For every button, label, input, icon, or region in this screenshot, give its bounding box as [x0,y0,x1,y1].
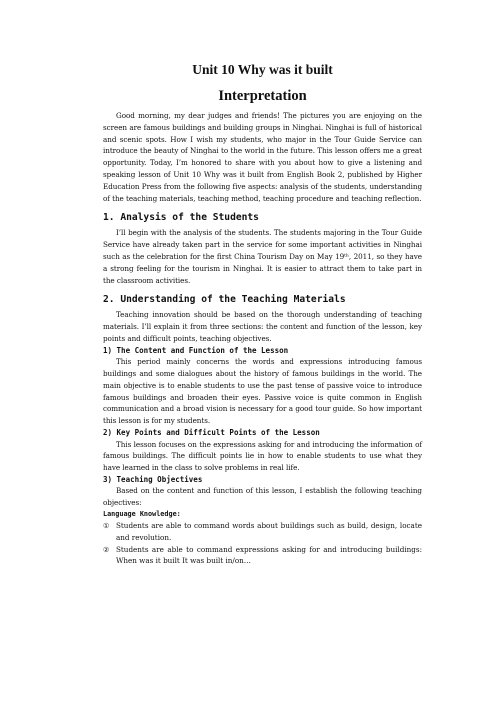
objectives-paragraph: Based on the content and function of this lesson, I establish the following teaching objectives: [103,486,422,508]
list-item [103,520,422,544]
intro-paragraph: Good morning, my dear judges and friends! The pictures you are enjoying on the screen are famous buildings and building groups in Ninghai. Ninghai is full of historical and scenic spots. How I wish my students, who major in the Tour Guide Service can introduce the beauty of Ninghai to the world in the future. This lesson offers me a great opportunity. Today, I’m honored to share with you about how to give a listening and speaking lesson of Unit 10 Why was it built from English Book 2, published by Higher Education Press from the following five aspects: analysis of the students, understanding of the teaching materials, teaching method, teaching procedure and teaching reflection. [103,111,422,203]
document-subtitle: Interpretation [218,88,307,104]
section-heading-students: 1. Analysis of the Students [103,212,259,224]
list-item [103,544,422,568]
key-points-paragraph: This lesson focuses on the expressions asking for and introducing the information of famous buildings. The difficult points lie in how to enable students to use what they have learned in the class to solve problems in real life. [103,439,422,473]
list-item-number: ① [103,521,110,531]
students-paragraph: I’ll begin with the analysis of the students. The students majoring in the Tour Guide Service have already taken part in the service for some important activities in Ninghai such as the celebration for the first China Tourism Day on May 19ᵗʰ, 2011, so they have a strong feeling for the tourism in Ninghai. It is easier to attract them to take part in the classroom activities. [103,228,422,285]
language-knowledge-label: Language Knowledge: [103,510,181,519]
document-title: Unit 10 Why was it built [192,62,333,77]
subsection-heading-objectives: 3) Teaching Objectives [103,474,203,484]
subsection-heading-key-points: 2) Key Points and Difficult Points of the Lesson [103,428,320,438]
list-item-text: Students are able to command words about buildings such as build, design, locate and revolution. [116,521,422,542]
list-item-text: Students are able to command expressions asking for and introducing buildings: When was it built It was built in/on… [116,544,422,566]
subsection-heading-content: 1) The Content and Function of the Lesson [103,345,289,355]
materials-paragraph: Teaching innovation should be based on the thorough understanding of teaching materials. I’ll explain it from three sections: the content and function of the lesson, key points and difficult points, teaching objectives. [103,310,422,343]
list-item-number: ② [103,544,110,554]
content-paragraph: This period mainly concerns the words and expressions introducing famous buildings and some dialogues about the history of famous buildings in the world. The main objective is to enable students to use the past tense of passive voice to introduce famous buildings and broaden their eyes. Passive voice is quite common in English communication and a broad vision is necessary for a good tour guide. So how important this lesson is for my students. [103,357,422,426]
section-heading-materials: 2. Understanding of the Teaching Materials [103,294,346,306]
